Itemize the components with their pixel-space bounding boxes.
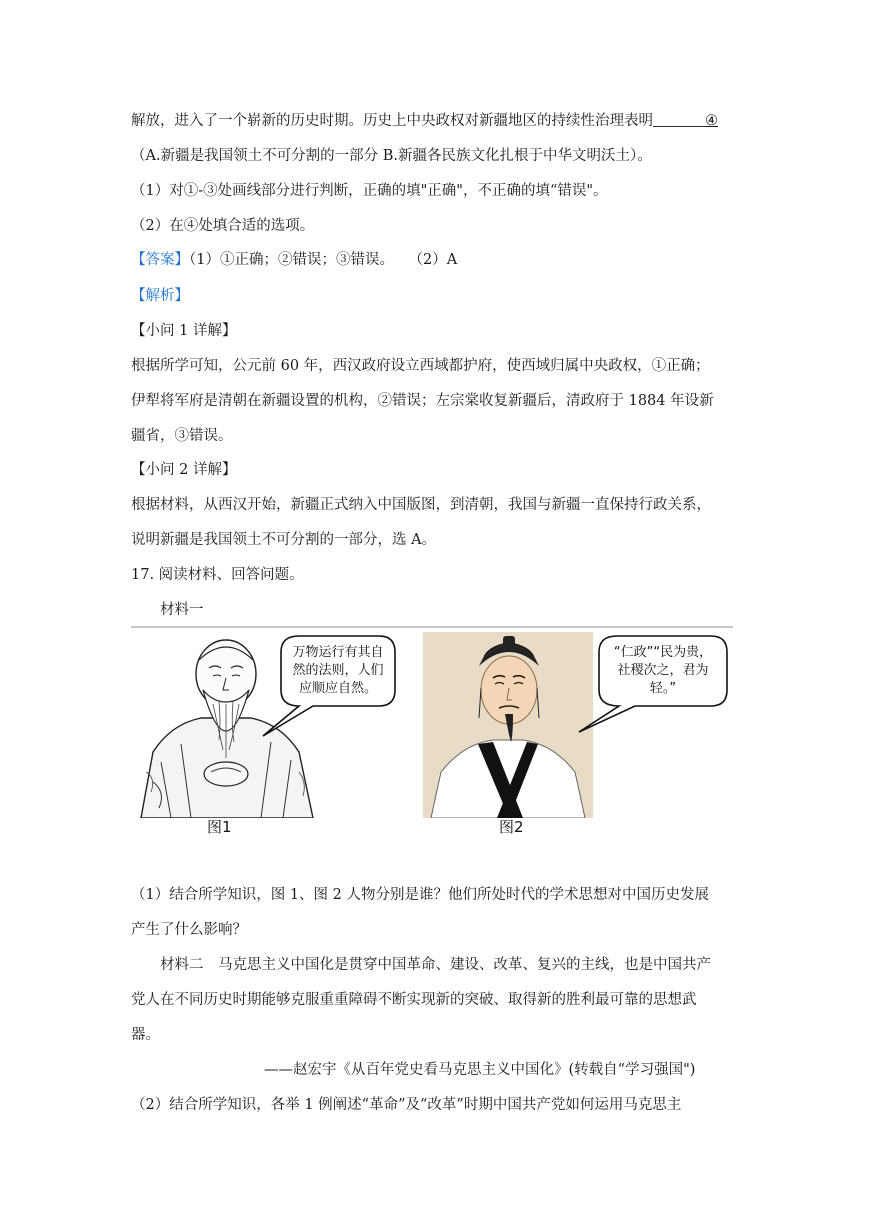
q1-detail-p3: 疆省，③错误。 (131, 428, 233, 444)
q16-line1-text: 解放，进入了一个崭新的历史时期。历史上中央政权对新疆地区的持续性治理表明 (131, 113, 653, 129)
q16-sub1: （1）对①-③处画线部分进行判断，正确的填"正确"，不正确的填“错误"。 (131, 183, 608, 199)
fig1-bubble-line2: 然的法则，人们 (292, 663, 384, 678)
q17-sub1-line2: 产生了什么影响？ (131, 922, 247, 938)
q2-detail-p2: 说明新疆是我国领土不可分割的一部分，选 A。 (131, 532, 437, 548)
answer-blank (653, 112, 705, 127)
answer-text: （1）①正确；②错误；③错误。 （2）A (189, 252, 458, 268)
fig2-portrait-image (423, 632, 733, 818)
blank-number: ④ (705, 113, 718, 129)
fig2-bubble-line2: 社稷次之，君为 (617, 663, 709, 678)
q16-sub2: （2）在④处填合适的选项。 (131, 218, 315, 234)
material1-label: 材料一 (160, 602, 204, 618)
q1-detail-p2: 伊犁将军府是清朝在新疆设置的机构，②错误；左宗棠收复新疆后，清政府于 1884 年设新 (131, 393, 714, 409)
answer-line (131, 250, 457, 270)
q17-title: 17. 阅读材料、回答问题。 (131, 567, 304, 583)
analysis-tag: 【解析】 (131, 288, 189, 304)
q1-detail-p1: 根据所学可知，公元前 60 年，西汉政府设立西域都护府，使西域归属中央政权，①正确； (131, 358, 710, 374)
fig1-portrait-image (131, 632, 421, 818)
material2-line2: 党人在不同历史时期能够克服重重障碍不断实现新的突破、取得新的胜利最可靠的思想武 (131, 992, 697, 1008)
q17-sub2-line1: （2）结合所学知识，各举 1 例阐述“革命”及“改革”时期中国共产党如何运用马克思主 (131, 1097, 682, 1113)
q2-detail-p1: 根据材料，从西汉开始，新疆正式纳入中国版图，到清朝，我国与新疆一直保持行政关系， (131, 497, 711, 513)
q16-line1 (131, 111, 718, 131)
material2-source: ——赵宏宇《从百年党史看马克思主义中国化》(转载自“学习强国") (264, 1062, 696, 1078)
q1-detail-heading: 【小问 1 详解】 (131, 323, 237, 339)
fig2-bubble-line1: “仁政”“民为贵， (613, 645, 713, 660)
answer-tag: 【答案】 (131, 252, 189, 268)
figure-top-rule (131, 626, 733, 628)
material2-line1: 材料二 马克思主义中国化是贯穿中国革命、建设、改革、复兴的主线，也是中国共产 (160, 957, 711, 973)
fig1-bubble-line1: 万物运行有其自 (292, 645, 384, 660)
fig2-caption: 图2 (499, 818, 524, 836)
q17-sub1-line1: （1）结合所学知识，图 1、图 2 人物分别是谁？他们所处时代的学术思想对中国历史发展 (131, 887, 709, 903)
q2-detail-heading: 【小问 2 详解】 (131, 462, 237, 478)
material1-figure (131, 626, 733, 836)
q16-options: （A.新疆是我国领土不可分割的一部分 B.新疆各民族文化扎根于中华文明沃土）。 (131, 148, 652, 164)
material2-line3: 器。 (131, 1027, 160, 1043)
fig1-caption: 图1 (207, 818, 232, 836)
fig2-bubble-line3: 轻。” (649, 681, 677, 696)
fig2-speech-bubble (579, 636, 727, 732)
fig1-bubble-line3: 应顺应自然。 (298, 681, 378, 696)
